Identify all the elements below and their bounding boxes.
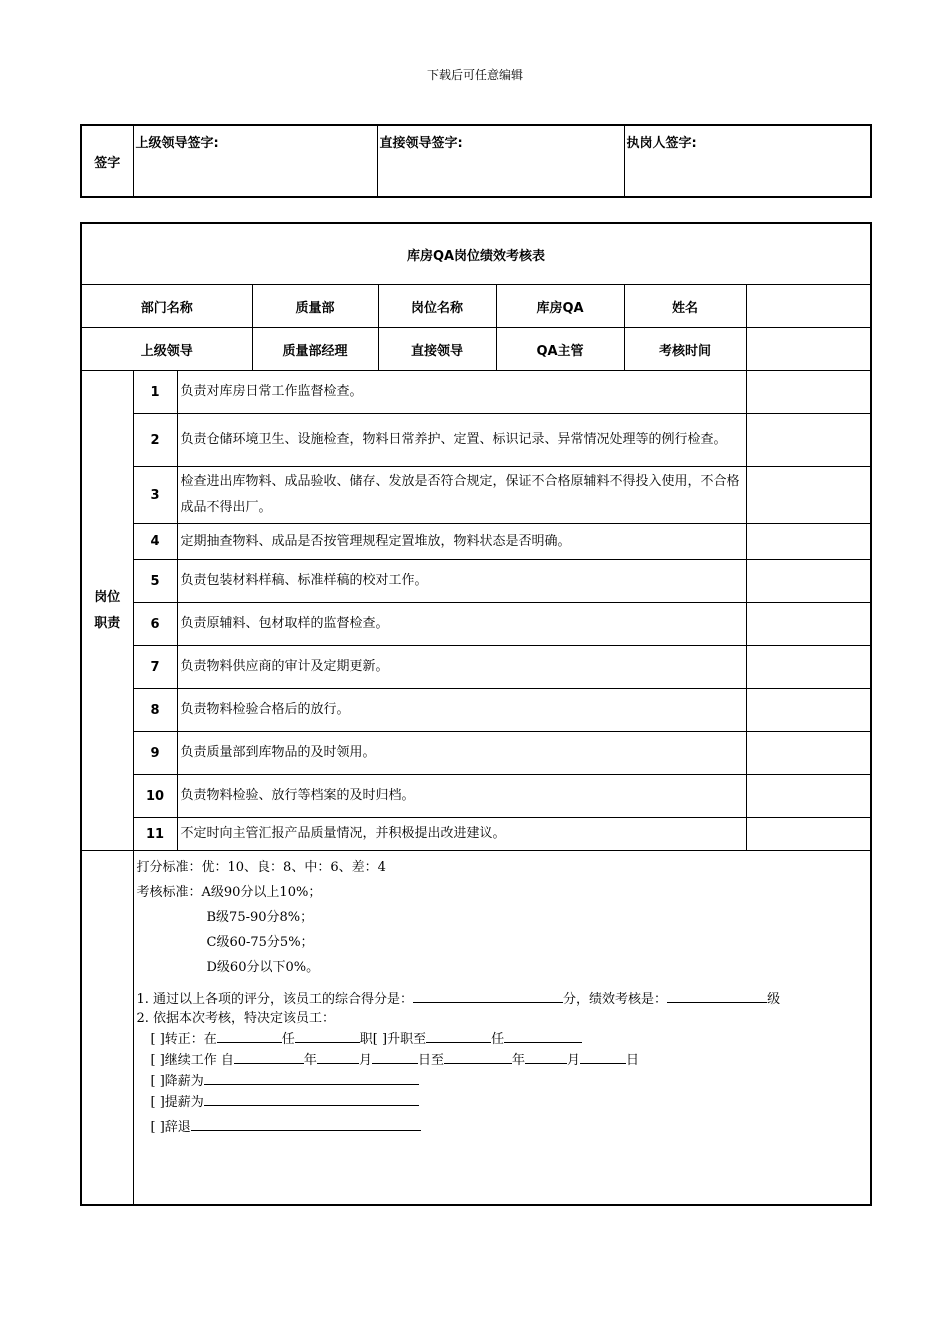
option-dismiss — [137, 1116, 868, 1137]
day-label: 日 — [626, 1053, 640, 1068]
duty-score-field[interactable] — [746, 524, 871, 560]
demote-blank[interactable] — [204, 1070, 419, 1085]
name-label: 姓名 — [624, 285, 746, 328]
duty-text: 负责物料供应商的审计及定期更新。 — [177, 646, 746, 689]
day-to-label: 日至 — [417, 1053, 444, 1068]
continue-from-day-blank[interactable] — [372, 1049, 418, 1064]
direct-signature-label: 直接领导签字: — [379, 136, 463, 151]
duty-score-field[interactable] — [746, 689, 871, 732]
superior-signature-field[interactable] — [133, 125, 377, 197]
duty-score-field[interactable] — [746, 818, 871, 851]
time-field[interactable] — [746, 328, 871, 371]
duty-number: 6 — [133, 603, 177, 646]
duty-text: 负责物料检验、放行等档案的及时归档。 — [177, 775, 746, 818]
grade-suffix: 级 — [767, 992, 781, 1007]
dept-label: 部门名称 — [81, 285, 252, 328]
duty-score-field[interactable] — [746, 414, 871, 467]
duty-number: 5 — [133, 560, 177, 603]
option-continue — [137, 1049, 868, 1070]
signature-table — [80, 124, 872, 198]
continue-from-month-blank[interactable] — [317, 1049, 359, 1064]
duty-number: 8 — [133, 689, 177, 732]
overall-score-label: 1. 通过以上各项的评分，该员工的综合得分是： — [136, 992, 414, 1007]
duty-label-2: 职责 — [94, 615, 121, 631]
duty-text: 不定时向主管汇报产品质量情况，并积极提出改进建议。 — [177, 818, 746, 851]
dismiss-blank[interactable] — [191, 1116, 421, 1131]
direct-value: QA主管 — [496, 328, 624, 371]
superior-signature-label: 上级领导签字: — [135, 136, 219, 151]
confirm-dept-blank[interactable] — [217, 1028, 282, 1043]
direct-label: 直接领导 — [378, 328, 496, 371]
grade-standard: 考核标准：A级90分以上10%； — [136, 885, 322, 900]
duty-score-field[interactable] — [746, 371, 871, 414]
duty-score-field[interactable] — [746, 603, 871, 646]
duty-text: 负责原辅料、包材取样的监督检查。 — [177, 603, 746, 646]
continue-to-day-blank[interactable] — [580, 1049, 626, 1064]
duty-text: 负责包装材料样稿、标准样稿的校对工作。 — [177, 560, 746, 603]
duty-label-1: 岗位 — [94, 589, 121, 605]
duty-score-field[interactable] — [746, 775, 871, 818]
employee-signature-field[interactable] — [624, 125, 871, 197]
month-label: 月 — [566, 1053, 580, 1068]
duty-text: 负责仓储环境卫生、设施检查，物料日常养护、定置、标识记录、异常情况处理等的例行检查。 — [177, 414, 746, 467]
option-raise — [137, 1091, 868, 1112]
assessment-form — [80, 222, 872, 1206]
duty-text: 负责对库房日常工作监督检查。 — [177, 371, 746, 414]
header-note: 下载后可任意编辑 — [426, 68, 523, 82]
promote-position-blank[interactable] — [504, 1028, 582, 1043]
direct-signature-field[interactable] — [377, 125, 624, 197]
duty-number: 2 — [133, 414, 177, 467]
duty-text: 负责质量部到库物品的及时领用。 — [177, 732, 746, 775]
year-label: 年 — [511, 1053, 525, 1068]
option-demote — [137, 1070, 868, 1091]
confirm-position-blank[interactable] — [295, 1028, 360, 1043]
option-confirm-label: [ ]转正：在 — [150, 1032, 217, 1047]
option-confirm-ren: 任 — [281, 1032, 295, 1047]
continue-to-month-blank[interactable] — [525, 1049, 567, 1064]
superior-value: 质量部经理 — [252, 328, 378, 371]
grade-label: 分，绩效考核是： — [563, 992, 668, 1007]
continue-from-year-blank[interactable] — [234, 1049, 304, 1064]
signature-label: 签字 — [81, 125, 133, 197]
form-title: 库房QA岗位绩效考核表 — [81, 223, 871, 285]
duty-text: 定期抽查物料、成品是否按管理规程定置堆放，物料状态是否明确。 — [177, 524, 746, 560]
continue-to-year-blank[interactable] — [444, 1049, 512, 1064]
employee-signature-label: 执岗人签字: — [626, 136, 697, 151]
duty-number: 3 — [133, 467, 177, 524]
grade-c: C级60-75分5%； — [206, 935, 314, 950]
duty-section-label — [81, 371, 133, 851]
duty-score-field[interactable] — [746, 732, 871, 775]
position-label: 岗位名称 — [378, 285, 496, 328]
option-continue-label: [ ]继续工作 自 — [150, 1053, 234, 1068]
option-confirm — [137, 1028, 868, 1049]
month-label: 月 — [358, 1053, 372, 1068]
duty-number: 7 — [133, 646, 177, 689]
score-standard: 打分标准：优：10、良：8、中：6、差：4 — [136, 860, 386, 875]
time-label: 考核时间 — [624, 328, 746, 371]
grade-blank[interactable] — [667, 988, 767, 1003]
option-demote-label: [ ]降薪为 — [150, 1074, 204, 1089]
option-dismiss-label: [ ]辞退 — [150, 1120, 191, 1135]
dept-value: 质量部 — [252, 285, 378, 328]
option-promote-label: 职[ ]升职至 — [359, 1032, 427, 1047]
name-field[interactable] — [746, 285, 871, 328]
duty-number: 10 — [133, 775, 177, 818]
conclusion-side-cell — [81, 851, 133, 1205]
duty-text: 检查进出库物料、成品验收、储存、发放是否符合规定，保证不合格原辅料不得投入使用，不合格成品不得出厂。 — [177, 467, 746, 524]
duty-number: 4 — [133, 524, 177, 560]
grade-b: B级75-90分8%； — [206, 910, 314, 925]
year-label: 年 — [303, 1053, 317, 1068]
duty-number: 1 — [133, 371, 177, 414]
promote-dept-blank[interactable] — [426, 1028, 491, 1043]
overall-score-line — [137, 988, 868, 1009]
duty-number: 11 — [133, 818, 177, 851]
position-value: 库房QA — [496, 285, 624, 328]
grade-d: D级60分以下0%。 — [206, 960, 320, 975]
conclusion-cell — [133, 851, 871, 1205]
decision-intro: 2. 依据本次考核，特决定该员工： — [136, 1011, 336, 1026]
overall-score-blank[interactable] — [413, 988, 563, 1003]
option-raise-label: [ ]提薪为 — [150, 1095, 204, 1110]
duty-text: 负责物料检验合格后的放行。 — [177, 689, 746, 732]
duty-score-field[interactable] — [746, 646, 871, 689]
duty-score-field[interactable] — [746, 467, 871, 524]
duty-score-field[interactable] — [746, 560, 871, 603]
duty-number: 9 — [133, 732, 177, 775]
raise-blank[interactable] — [204, 1091, 419, 1106]
superior-label: 上级领导 — [81, 328, 252, 371]
option-promote-ren: 任 — [491, 1032, 505, 1047]
